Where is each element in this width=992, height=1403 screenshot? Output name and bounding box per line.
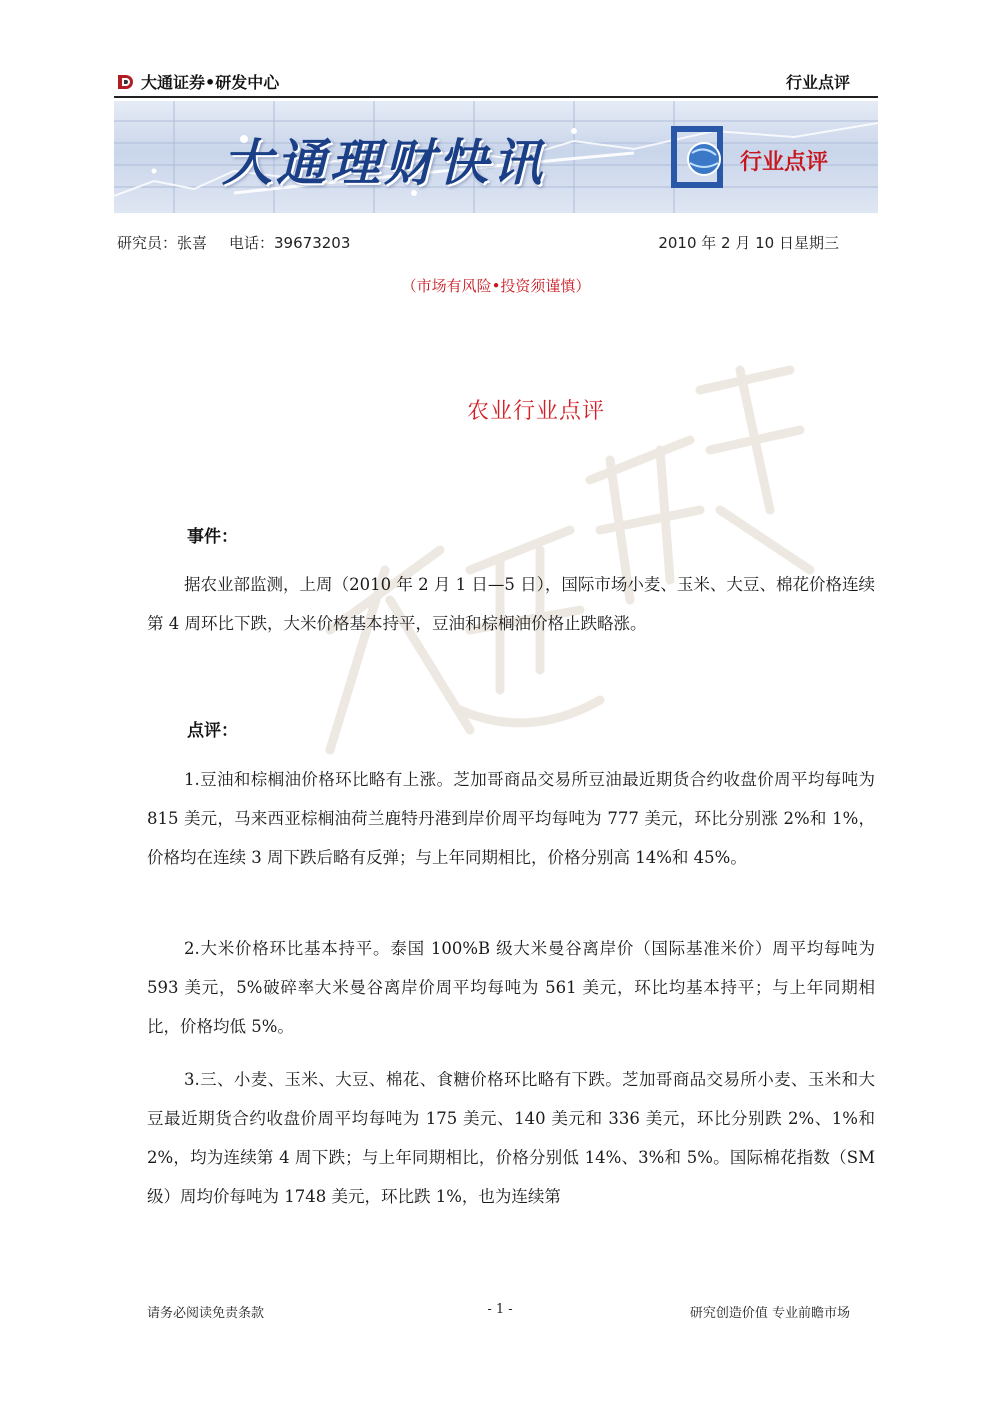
analyst-phone: 电话：39673203 xyxy=(229,234,351,252)
event-paragraph: 据农业部监测，上周（2010 年 2 月 1 日—5 日），国际市场小麦、玉米、大豆、棉花价格连续第 4 周环比下跌，大米价格基本持平，豆油和棕榈油价格止跌略涨。 xyxy=(147,575,875,633)
header-category: 行业点评 xyxy=(785,73,850,92)
globe-icon xyxy=(674,129,720,185)
banner-tag: 行业点评 xyxy=(740,150,829,175)
comment-point-2: 2.大米价格环比基本持平。泰国 100%B 级大米曼谷离岸价（国际基准米价）周平均每吨为 593 美元，5%破碎率大米曼谷离岸价周平均每吨为 561 美元，环比均基本持平；与上年同期相比，价格均低 5%。 xyxy=(147,939,875,1036)
comment-point-3: 3.三、小麦、玉米、大豆、棉花、食糖价格环比略有下跌。芝加哥商品交易所小麦、玉米和大豆最近期货合约收盘价周平均每吨为 175 美元、140 美元和 336 美元，环比分别跌 2%、1%和 2%，均为连续第 4 周下跌；与上年同期相比，价格分别低 14%、3%和 5%。国际棉花指数（SM 级）周均价每吨为 1748 美元，环比跌 1%，也为连续第 xyxy=(147,1070,875,1206)
analyst-info xyxy=(117,232,350,253)
document-title: 农业行业点评 xyxy=(466,399,605,424)
header-brand xyxy=(117,70,279,93)
comment-heading: 点评： xyxy=(187,721,238,741)
risk-notice: （市场有风险•投资须谨慎） xyxy=(401,277,591,295)
comment-point-1: 1.豆油和棕榈油价格环比略有上涨。芝加哥商品交易所豆油最近期货合约收盘价周平均每吨为 815 美元，马来西亚棕榈油荷兰鹿特丹港到岸价周平均每吨为 777 美元，环比分别涨 2%和 1%，价格均在连续 3 周下跌后略有反弹；与上年同期相比，价格分别高 14%和 45%。 xyxy=(147,770,875,867)
header-divider xyxy=(114,96,878,98)
footer-slogan: 研究创造价值 专业前瞻市场 xyxy=(689,1306,850,1321)
banner-title: 大通理财快讯 xyxy=(222,133,546,192)
report-date: 2010 年 2 月 10 日星期三 xyxy=(658,234,839,252)
analyst-name: 研究员：张喜 xyxy=(117,234,208,252)
footer-disclaimer: 请务必阅读免责条款 xyxy=(147,1306,265,1321)
header-company: 大通证券•研发中心 xyxy=(141,73,280,92)
banner xyxy=(114,101,878,213)
company-logo-icon xyxy=(117,74,135,90)
event-heading: 事件： xyxy=(187,527,238,547)
page-number: - 1 - xyxy=(487,1302,513,1317)
